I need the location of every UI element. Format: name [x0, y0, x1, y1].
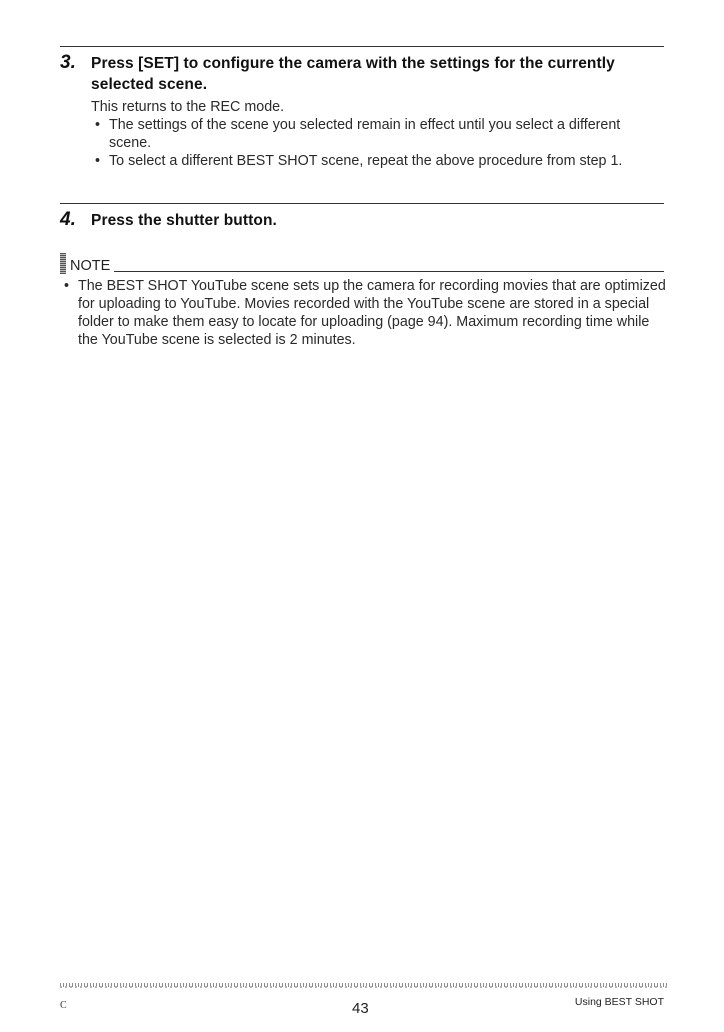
step-3-bullet-1: The settings of the scene you selected remain in effect until you select a different scene. — [109, 117, 621, 151]
step-3 — [60, 53, 665, 170]
note-bar-icon — [60, 253, 66, 274]
step-3-bullet-2: To select a different BEST SHOT scene, repeat the above procedure from step 1. — [109, 153, 623, 169]
step-4-number: 4. — [60, 209, 76, 230]
bullet-dot: • — [64, 278, 70, 294]
page-number: 43 — [352, 1000, 369, 1017]
bullet-dot: • — [95, 153, 101, 169]
list-item — [91, 152, 665, 170]
note-bullet-list — [60, 277, 666, 349]
step-3-heading — [60, 53, 665, 95]
step-3-bullet-list — [91, 116, 665, 170]
step-3-body — [91, 98, 665, 170]
note-underline — [114, 271, 664, 272]
footer-dotted-rule — [60, 983, 667, 987]
list-item — [91, 116, 665, 152]
note-label: NOTE — [70, 258, 111, 274]
step-4-title: Press the shutter button. — [91, 212, 277, 229]
note-body — [60, 277, 666, 349]
top-rule — [60, 46, 664, 47]
note-bullet-1: The BEST SHOT YouTube scene sets up the camera for recording movies that are optimized for uploading to YouTube. Movies recorded with the YouTube scene are stored in a special folder to make them easy to locate for uploading (page 94). Maximum recording time while the YouTube scene is selected is 2 minutes. — [78, 278, 666, 348]
step-divider-rule — [60, 203, 664, 204]
footer-left-mark: C — [60, 1000, 67, 1011]
note-header — [60, 254, 664, 274]
step-4 — [60, 210, 665, 231]
step-3-text: This returns to the REC mode. — [91, 99, 285, 115]
footer-section-title: Using BEST SHOT — [574, 996, 664, 1008]
list-item — [60, 277, 666, 349]
bullet-dot: • — [95, 117, 101, 133]
step-3-title: Press [SET] to configure the camera with the settings for the currently selected scene. — [91, 55, 615, 93]
step-3-number: 3. — [60, 52, 76, 73]
step-4-heading — [60, 210, 665, 231]
